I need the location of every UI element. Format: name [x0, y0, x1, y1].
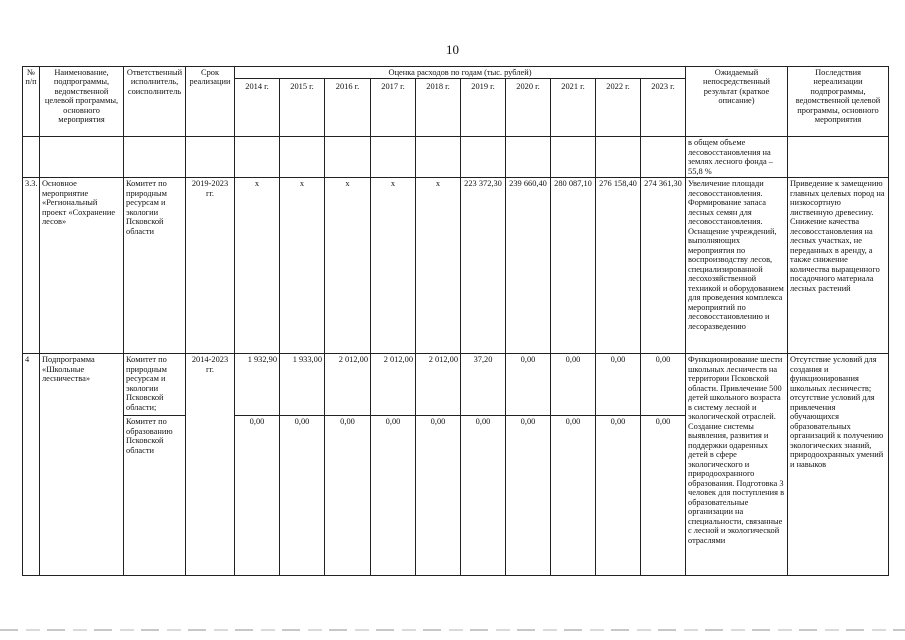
- cost-cell: 1 932,90: [235, 354, 280, 416]
- row-executor-1: Комитет по природным ресурсам и экологии Псковской области;: [124, 354, 186, 416]
- header-name: Наименование, подпрограммы, ведомственной целевой программы, основного мероприятия: [40, 67, 124, 137]
- cost-cell: 2 012,00: [416, 354, 461, 416]
- header-year: 2020 г.: [506, 79, 551, 137]
- header-num: № п/п: [23, 67, 40, 137]
- row-result: Увеличение площади лесовосстановления. Формирование запаса лесных семян для лесовосстановления. Оснащение учреждений, выполняющих мероприятия по воспроизводству лесов, специализированной лесохозяйственной техникой и оборудованием для проведения комплекса мероприятий по лесовосстановлению и лесоразведению: [686, 178, 788, 354]
- cost-cell: 0,00: [596, 416, 641, 576]
- cost-cell: 223 372,30: [461, 178, 506, 354]
- cost-cell: 1 933,00: [280, 354, 325, 416]
- header-year: 2015 г.: [280, 79, 325, 137]
- header-year: 2022 г.: [596, 79, 641, 137]
- table-row-3-3: [23, 178, 889, 354]
- row-name: Подпрограмма «Школьные лесничества»: [40, 354, 124, 576]
- budget-table: [22, 66, 889, 576]
- header-term: Срок реализации: [186, 67, 235, 137]
- cost-cell: 0,00: [641, 354, 686, 416]
- cost-cell: 274 361,30: [641, 178, 686, 354]
- page-number: 10: [446, 42, 459, 57]
- cost-cell: 0,00: [506, 354, 551, 416]
- cost-cell: 0,00: [325, 416, 371, 576]
- header-row: [23, 67, 889, 79]
- cost-cell: 239 660,40: [506, 178, 551, 354]
- header-result: Ожидаемый непосредственный результат (краткое описание): [686, 67, 788, 137]
- row-consequence: Приведение к замещению главных целевых пород на низкосортную лиственную древесину. Снижение качества лесовосстановления на лесных участках, не переданных в аренду, а также снижение количества выращенного посадочного материала лесных растений: [788, 178, 889, 354]
- header-year: 2014 г.: [235, 79, 280, 137]
- row-number: 3.3.: [23, 178, 40, 354]
- row-consequence: Отсутствие условий для создания и функционирования школьных лесничеств; отсутствие условий для привлечения обучающихся образовательных организаций к получению экологических знаний, природоохранных умений и навыков: [788, 354, 889, 576]
- header-year: 2018 г.: [416, 79, 461, 137]
- row-executor: Комитет по природным ресурсам и экологии Псковской области: [124, 178, 186, 354]
- cost-cell: 0,00: [551, 354, 596, 416]
- cost-cell: 37,20: [461, 354, 506, 416]
- cost-cell: 0,00: [551, 416, 596, 576]
- cost-cell: 0,00: [416, 416, 461, 576]
- row-result: Функционирование шести школьных лесничеств на территории Псковской области. Привлечение 500 детей школьного возраста в систему лесной и экологической отраслей. Создание системы выявления, развития и поддержки одаренных детей в сфере экологического и природоохранного образования. Подготовка 3 человек для поступления в образовательные организации на специальности, связанные с лесной и экологической отраслями: [686, 354, 788, 576]
- cost-cell: 0,00: [506, 416, 551, 576]
- cost-cell: x: [371, 178, 416, 354]
- header-year: 2017 г.: [371, 79, 416, 137]
- header-executor: Ответственный исполнитель, соисполнитель: [124, 67, 186, 137]
- table-row-carry: [23, 137, 889, 178]
- cost-cell: x: [325, 178, 371, 354]
- carry-result: в общем объеме лесовосстановления на землях лесного фонда – 55,8 %: [686, 137, 788, 178]
- cost-cell: 0,00: [371, 416, 416, 576]
- header-year: 2021 г.: [551, 79, 596, 137]
- row-term: 2019-2023 гг.: [186, 178, 235, 354]
- cost-cell: x: [280, 178, 325, 354]
- header-costs: Оценка расходов по годам (тыс. рублей): [235, 67, 686, 79]
- cost-cell: 276 158,40: [596, 178, 641, 354]
- cost-cell: 0,00: [641, 416, 686, 576]
- cost-cell: 0,00: [235, 416, 280, 576]
- header-year: 2016 г.: [325, 79, 371, 137]
- cost-cell: 280 087,10: [551, 178, 596, 354]
- row-number: 4: [23, 354, 40, 576]
- cost-cell: x: [235, 178, 280, 354]
- cost-cell: 0,00: [596, 354, 641, 416]
- row-executor-2: Комитет по образованию Псковской области: [124, 416, 186, 576]
- header-year: 2019 г.: [461, 79, 506, 137]
- cost-cell: 2 012,00: [325, 354, 371, 416]
- cost-cell: x: [416, 178, 461, 354]
- table-row-4: [23, 354, 889, 416]
- cost-cell: 0,00: [461, 416, 506, 576]
- header-consequence: Последствия нереализации подпрограммы, ведомственной целевой программы, основного мероприятия: [788, 67, 889, 137]
- row-name: Основное мероприятие «Региональный проект «Сохранение лесов»: [40, 178, 124, 354]
- header-year: 2023 г.: [641, 79, 686, 137]
- cost-cell: 0,00: [280, 416, 325, 576]
- cost-cell: 2 012,00: [371, 354, 416, 416]
- row-term: 2014-2023 гг.: [186, 354, 235, 576]
- scan-artifact-line: [0, 629, 905, 631]
